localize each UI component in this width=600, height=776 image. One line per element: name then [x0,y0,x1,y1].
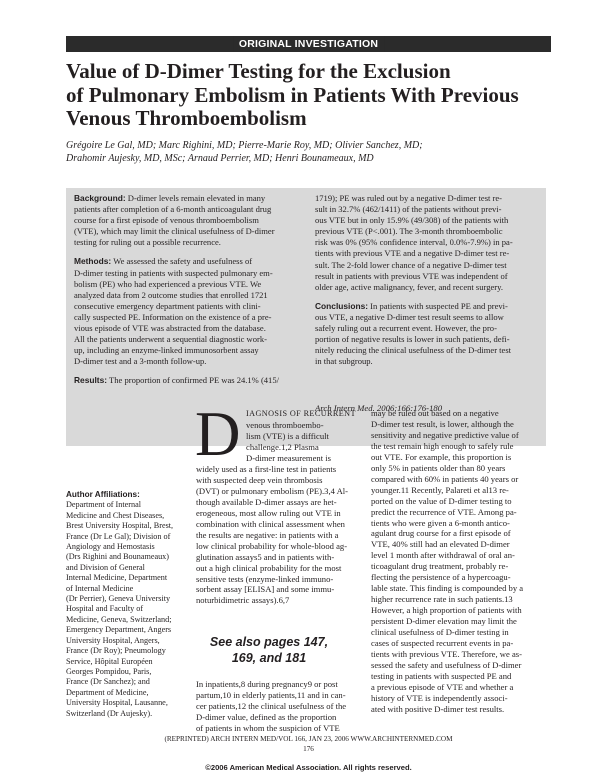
abstract-line [74,237,279,248]
body-line: ported on the value of D-dimer testing to [371,495,512,506]
body-column-1-bottom [196,679,346,734]
author-list [66,139,546,165]
body-line: However, a high proportion of patients with [371,605,522,616]
abstract-line [74,226,279,237]
abstract-line [315,226,513,237]
body-line: tients who were given a 6-month antico- [371,517,510,528]
abstract-line [74,312,279,323]
abstract-text: vious episode of VTE was abstracted from the database. [74,323,266,334]
abstract-text: up, including an enzyme-linked immunosorbent assay [74,345,259,356]
body-line: IAGNOSIS OF RECURRENT [246,409,356,418]
body-line: predict the recurrence of VTE. Among pa- [371,506,517,517]
see-also-callout [196,634,342,666]
abstract-text: risk was 0% (95% confidence interval, 0.0%-7.9%) in pa- [315,237,513,248]
abstract-line [315,312,513,323]
body-line: sessed the safety and usefulness of D-dimer [371,659,522,670]
abstract-text: 1719); PE was ruled out by a negative D-dimer test re- [315,193,503,203]
abstract-line [74,290,279,301]
abstract-text: In patients with suspected PE and previ- [368,300,508,311]
body-line: lable state. This finding is compounded by a [371,583,524,594]
body-line: widely used as a first-line test in patients [196,464,337,474]
abstract-text: ous VTE, a negative D-dimer test result seems to allow [315,311,504,322]
abstract-line [74,356,279,367]
abstract-line [74,215,279,226]
abstract-line [315,193,513,204]
title-line: Value of D-Dimer Testing for the Exclusion [66,59,451,83]
body-line: compared with 60% in patients 40 years or [371,473,519,484]
body-line: erogeneous, most allow ruling out VTE in [196,507,341,518]
body-line: sorbent assay [ELISA] and some immu- [196,584,335,595]
affiliations-text [66,500,186,719]
abstract-text: result in patients with previous VTE was independent of [315,270,508,281]
paragraph-spacer [74,248,279,256]
abstract-text: patients after completion of a 6-month anticoagulant drug [74,204,272,215]
affiliation-line: Hospital and Faculty of [66,604,144,614]
affiliation-line: Medicine and Chest Diseases, [66,510,165,520]
body-line: D-dimer value, defined as the proportion [196,711,337,722]
body-line: though available D-dimer assays are het- [196,496,337,507]
body-line: tients with previous VTE. Therefore, we as- [371,648,522,659]
paragraph-spacer [74,367,279,375]
abstract-text: consecutive emergency department patients with clini- [74,300,261,311]
abstract-line [74,268,279,279]
affiliation-line: Emergency Department, Angers [66,625,172,635]
abstract-right-column [315,193,513,367]
affiliations-heading: Author Affiliations: [66,490,140,499]
body-line: venous thromboembo- [246,419,324,430]
body-line: partum,10 in elderly patients,11 and in can- [196,689,346,700]
abstract-left-column [74,193,279,387]
abstract-text: bolism (PE) who had experienced a previous VTE. We [74,278,262,289]
abstract-line [315,334,513,345]
abstract-line [315,323,513,334]
title-line: Venous Thromboembolism [66,106,307,130]
abstract-line [315,237,513,248]
abstract-text: course for a first episode of venous thromboembolism [74,215,259,226]
abstract-line [315,282,513,293]
affiliation-line: France (Dr Sanchez); and [66,677,150,687]
abstract-text: older age, active malignancy, fever, and recent surgery. [315,281,503,292]
body-line: with suspected deep vein thrombosis [196,474,323,485]
paragraph-spacer [315,293,513,301]
abstract-text: nitely reducing the clinical usefulness of the D-dimer test [315,345,512,356]
abstract-text: cally suspected PE. Information on the existence of a pre- [74,311,272,322]
body-line: level 1 month after withdrawal of oral an- [371,550,515,561]
affiliation-line: Angiology and Hemostasis [66,542,155,552]
abstract-heading: Background: [74,193,126,203]
body-line: In inpatients,8 during pregnancy9 or post [196,679,338,689]
body-line: out VTE. For example, this proportion is [371,451,512,462]
abstract-text: D-dimer testing in patients with suspected pulmonary em- [74,267,273,278]
body-line: out a high clinical probability for the most [196,562,342,573]
body-line: testing in patients with suspected PE and [371,670,512,681]
body-line: flecting the persistence of a hypercoagu- [371,572,511,583]
affiliation-line: and Division of General [66,562,145,572]
abstract-line [74,334,279,345]
abstract-line [315,204,513,215]
running-footer: (REPRINTED) ARCH INTERN MED/VOL 166, JAN 23, 2006 WWW.ARCHINTERNMED.COM [164,735,453,743]
body-line: (DVT) or pulmonary embolism (PE).3,4 Al- [196,485,349,496]
abstract-line [315,248,513,259]
abstract-heading: Conclusions: [315,300,369,311]
affiliation-line: Internal Medicine, Department [66,573,168,583]
body-column-1-top [246,409,356,464]
body-line: low clinical probability for whole-blood ag- [196,540,348,551]
affiliation-line: Georges Pompidou, Paris, [66,666,152,676]
abstract-text: sult in 32.7% (462/1411) of the patients without previ- [315,204,502,215]
abstract-line [74,204,279,215]
abstract-text: All the patients underwent a sequential diagnostic work- [74,334,267,345]
body-column-1-middle [196,464,348,606]
affiliation-line: (Drs Righini and Bounameaux) [66,552,170,562]
see-also-line: See also pages 147, [209,635,329,649]
abstract-line [315,356,513,367]
body-line: combination with clinical assessment when [196,518,345,529]
affiliation-line: Medicine, Geneva, Switzerland; [66,614,172,624]
body-line: history of VTE is independently associ- [371,692,508,703]
page-number: 176 [303,745,314,753]
drop-cap: D [195,399,241,469]
see-also-line: 169, and 181 [231,651,307,665]
abstract-line [74,345,279,356]
body-line: ticoagulant drug treatment, probably re- [371,561,509,572]
body-line: the test remain high enough to safely rule [371,440,514,451]
body-line: sensitivity and negative predictive value of [371,429,519,440]
author-line: Grégoire Le Gal, MD; Marc Righini, MD; Pierre-Marie Roy, MD; Olivier Sanchez, MD; [66,140,423,151]
body-line: agulant drug course for a first episode of [371,528,511,539]
affiliation-line: (Dr Perrier), Geneva University [66,594,171,604]
body-line: only 5% in patients older than 80 years [371,462,506,473]
body-line: sensitive tests (enzyme-linked immuno- [196,573,334,584]
body-line: VTE, 40% still had an elevated D-dimer [371,539,510,550]
body-line: D-dimer test result, is lower, although the [371,418,514,429]
abstract-line [315,271,513,282]
body-line: D-dimer measurement is [246,452,331,463]
abstract-text: D-dimer levels remain elevated in many [125,193,266,203]
abstract-text: We assessed the safety and usefulness of [111,256,253,267]
abstract-heading: Results: [74,375,108,386]
affiliation-line: France (Dr Le Gal); Division of [66,531,171,541]
affiliation-line: Switzerland (Dr Aujesky). [66,708,153,718]
abstract-text: (VTE), which may limit the clinical usefulness of D-dimer [74,226,275,237]
body-line: cases of suspected recurrent events in pa- [371,638,514,649]
abstract-text: The proportion of confirmed PE was 24.1% (415/ [107,375,279,386]
abstract-line [315,260,513,271]
author-line: Drahomir Aujesky, MD, MSc; Arnaud Perrier, MD; Henri Bounameaux, MD [66,153,374,164]
section-label-bar [66,36,551,52]
body-line: noturbidimetric assays).6,7 [196,595,290,606]
body-line: glutination assays5 and in patients with- [196,551,335,562]
abstract-line [315,345,513,356]
body-line: a previous episode of VTE and whether a [371,681,514,692]
body-line: challenge.1,2 Plasma [246,441,319,452]
abstract-text: D-dimer test and a 3-month follow-up. [74,356,207,367]
abstract-line [315,215,513,226]
body-line: of patients in whom the suspicion of VTE [196,722,340,733]
body-line: ated with positive D-dimer test results. [371,703,505,714]
article-title [66,60,546,131]
abstract-text: ous VTE but in only 15.9% (49/308) of the patients with [315,215,509,226]
author-affiliations [66,490,186,719]
abstract-text: safely ruling out a recurrent event. However, the pro- [315,323,497,334]
body-line: persistent D-dimer elevation may limit the [371,616,517,627]
abstract-line [74,301,279,312]
body-line: lism (VTE) is a difficult [246,430,329,441]
abstract-text: testing for ruling out a possible recurrence. [74,237,221,248]
abstract-text: analyzed data from 2 outcome studies that enrolled 1721 [74,289,268,300]
body-column-2 [371,408,523,715]
abstract-line [74,375,279,386]
body-line: higher recurrence rate in such patients.13 [371,594,513,605]
affiliation-line: Department of Medicine, [66,687,149,697]
abstract-text: previous VTE (P<.001). The 3-month thromboembolic [315,226,503,237]
journal-citation: Arch Intern Med. 2006;166:176-180 [315,403,443,413]
affiliation-line: Brest University Hospital, Brest, [66,521,174,531]
affiliation-line: of Internal Medicine [66,583,134,593]
body-line: younger.11 Recently, Palareti et al13 re- [371,484,509,495]
body-line: may be ruled out based on a negative [371,408,499,418]
abstract-line [74,256,279,267]
affiliation-line: University Hospital, Angers, [66,635,160,645]
abstract-line [74,323,279,334]
body-line: cer patients,12 the clinical usefulness of the [196,700,347,711]
abstract-text: portion of negative results is lower in such patients, defi- [315,334,510,345]
abstract-line [74,279,279,290]
title-line: of Pulmonary Embolism in Patients With Previous [66,82,519,107]
section-label: ORIGINAL INVESTIGATION [233,36,384,52]
affiliation-line: Department of Internal [66,500,142,510]
abstract-text: in that subgroup. [315,356,373,367]
body-line: the results are negative: in patients with a [196,529,339,540]
abstract-line [74,193,279,204]
affiliation-line: Service, Hôpital Européen [66,656,153,666]
affiliation-line: France (Dr Roy); Pneumology [66,646,166,656]
abstract-text: sult. The 2-fold lower chance of a negative D-dimer test [315,259,507,270]
body-line: clinical usefulness of D-dimer testing in [371,627,509,638]
affiliation-line: University Hospital, Lausanne, [66,698,168,708]
copyright-notice: ©2006 American Medical Association. All rights reserved. [205,763,412,772]
abstract-line [315,301,513,312]
abstract-text: tients with previous VTE and a negative D-dimer test re- [315,248,510,259]
abstract-heading: Methods: [74,256,112,267]
